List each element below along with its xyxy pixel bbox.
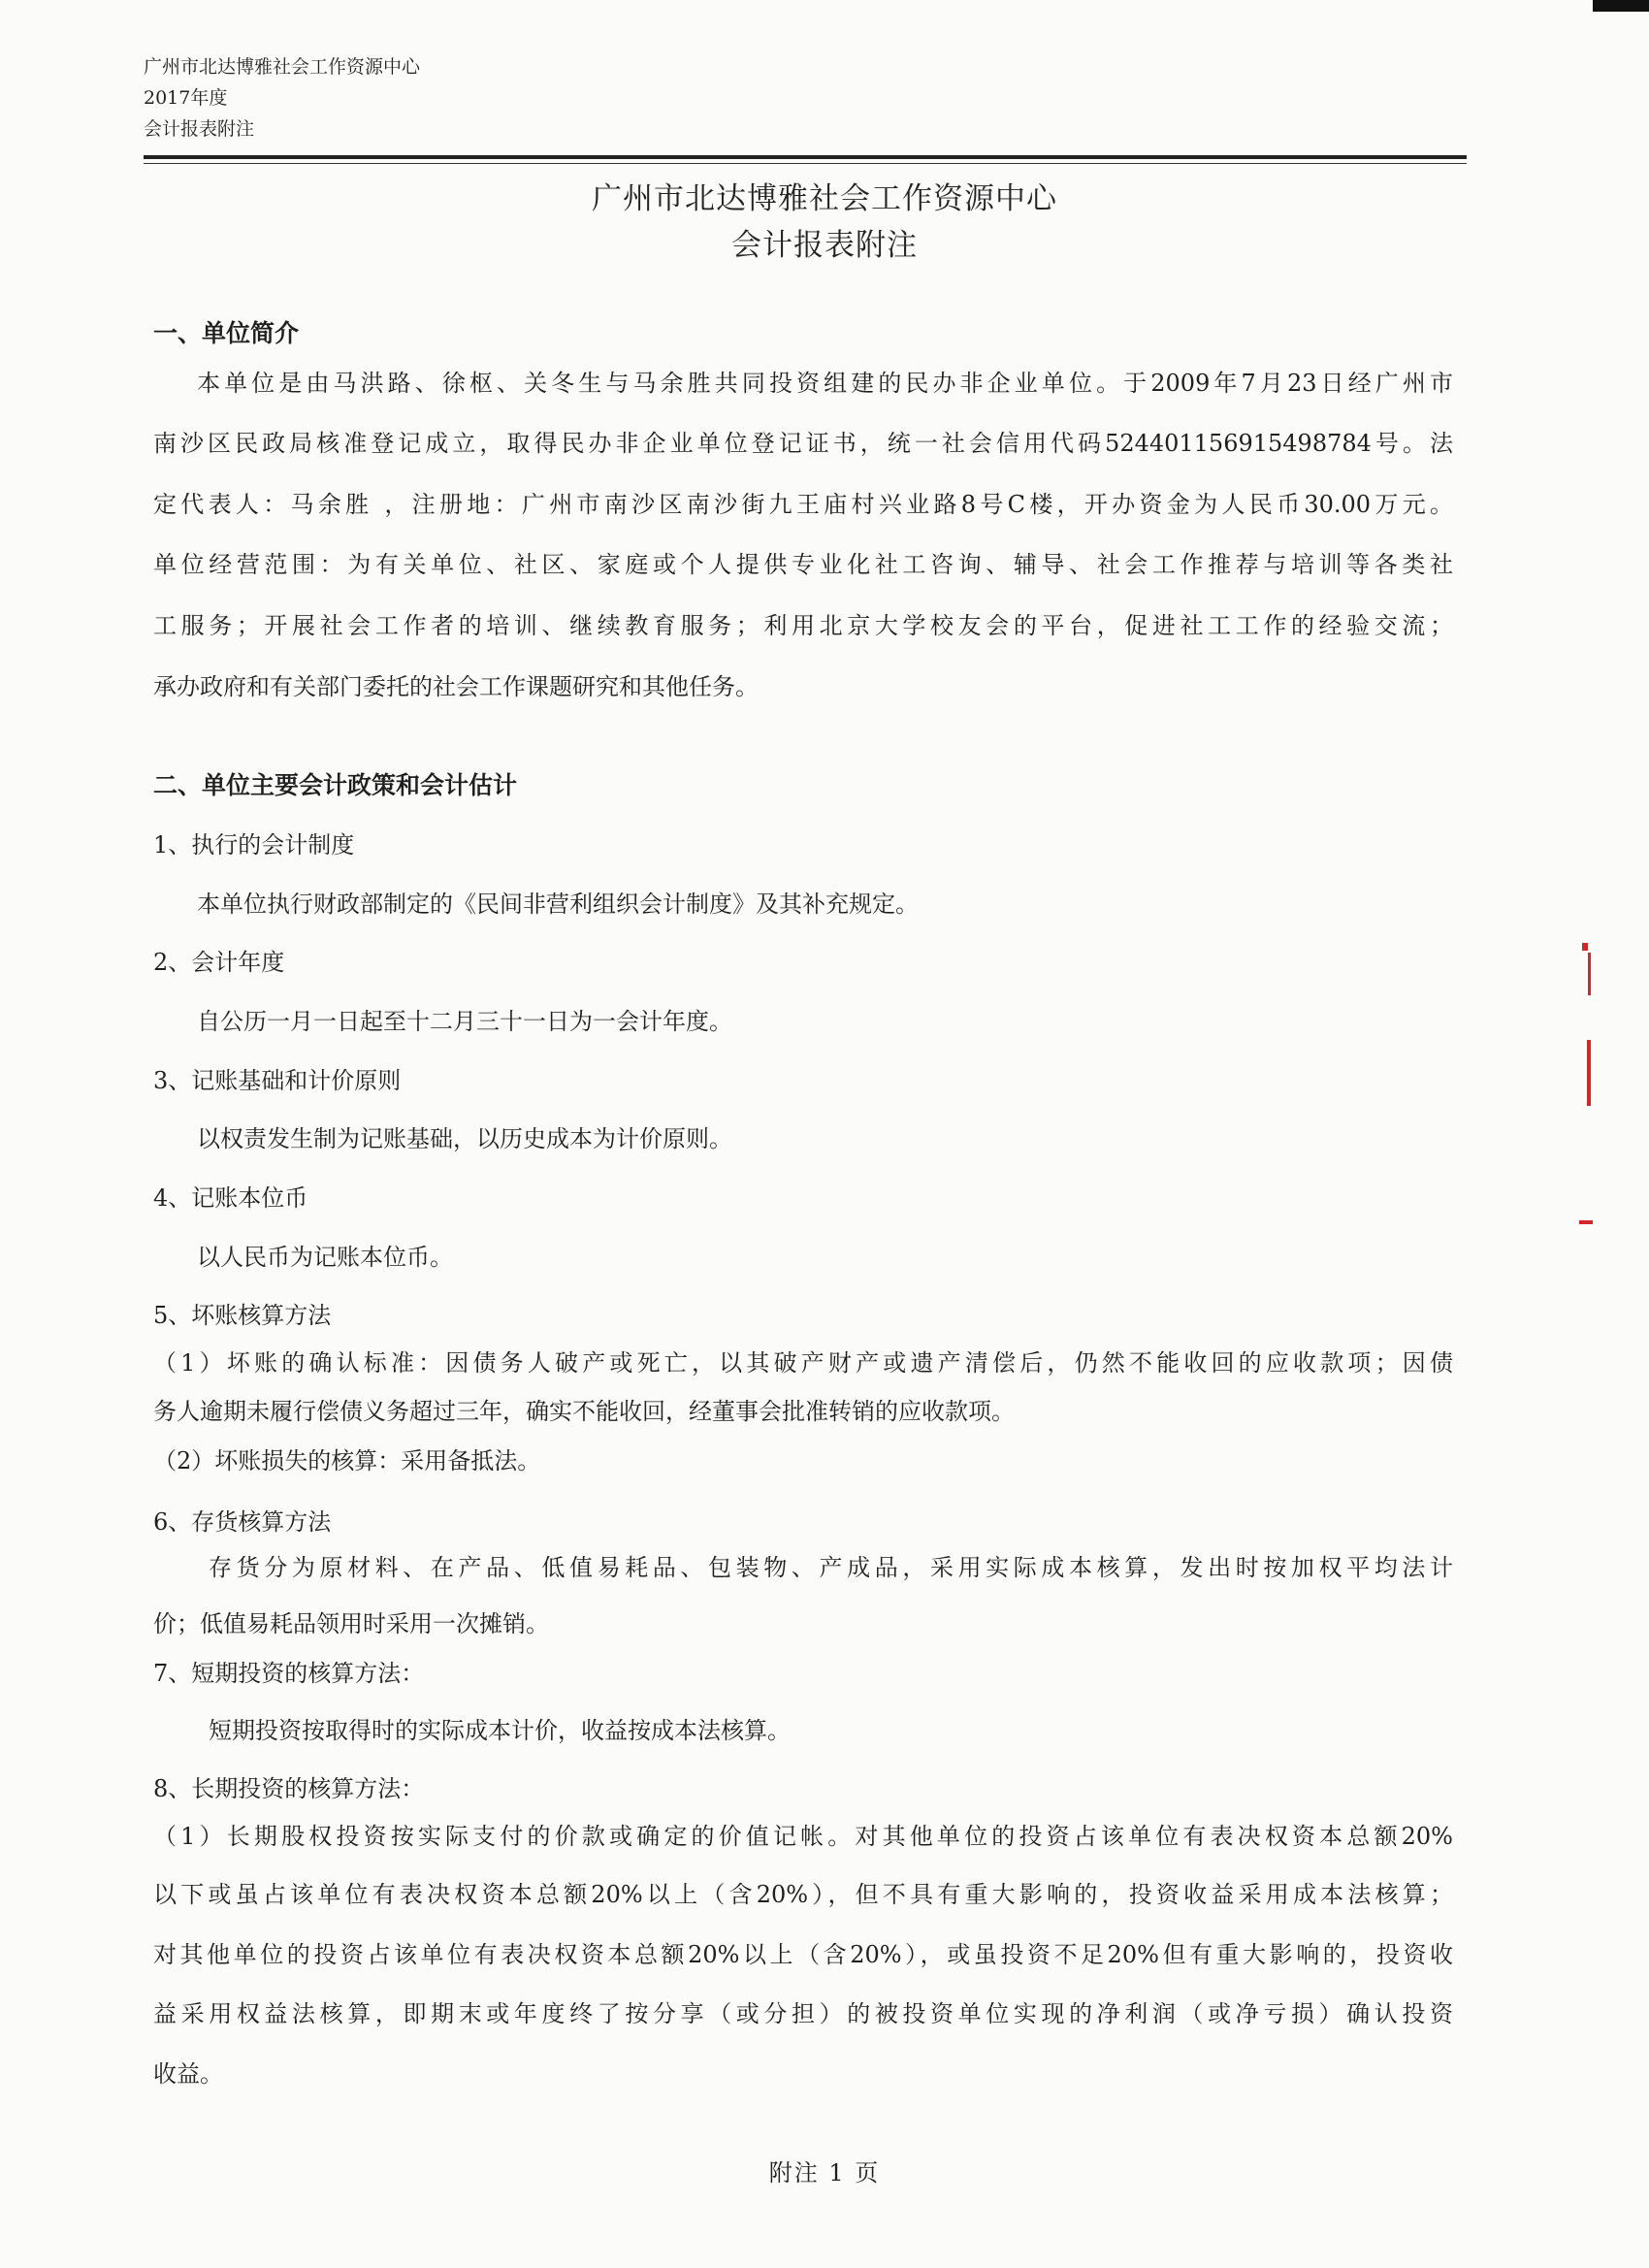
item6-title: 6、存货核算方法 (153, 1508, 332, 1536)
page-footer: 附注 1 页 (768, 2159, 881, 2187)
item7-title: 7、短期投资的核算方法： (153, 1660, 425, 1687)
header-doc-type: 会计报表附注 (144, 118, 255, 140)
section1-line: 南沙区民政局核准登记成立，取得民办非企业单位登记证书，统一社会信用代码524401156915498784号。法 (153, 430, 1453, 457)
section1-line: 承办政府和有关部门委托的社会工作课题研究和其他任务。 (153, 673, 759, 700)
item8-line: 收益。 (153, 2060, 223, 2088)
item5-para2: （2）坏账损失的核算：采用备抵法。 (153, 1447, 541, 1474)
section2-heading: 二、单位主要会计政策和会计估计 (153, 771, 518, 799)
item3-title: 3、记账基础和计价原则 (153, 1067, 402, 1094)
item8-line: 益采用权益法核算，即期末或年度终了按分享（或分担）的被投资单位实现的净利润（或净亏损）确认投资 (153, 2000, 1453, 2027)
item8-title: 8、长期投资的核算方法： (153, 1775, 425, 1802)
item3-text: 以权责发生制为记账基础，以历史成本为计价原则。 (197, 1125, 732, 1152)
scan-corner-mark (1593, 0, 1649, 12)
item5-para1-line: （1）坏账的确认标准：因债务人破产或死亡，以其破产财产或遗产清偿后，仍然不能收回的应收款项；因债 (153, 1349, 1453, 1377)
red-binding-mark (1587, 1040, 1591, 1106)
item2-text: 自公历一月一日起至十二月三十一日为一会计年度。 (197, 1008, 732, 1035)
section1-line: 定代表人：马余胜 ，注册地：广州市南沙区南沙街九王庙村兴业路8号C楼，开办资金为人民币30.00万元。 (153, 491, 1453, 518)
item1-text: 本单位执行财政部制定的《民间非营利组织会计制度》及其补充规定。 (197, 891, 919, 918)
section1-line: 本单位是由马洪路、徐枢、关冬生与马余胜共同投资组建的民办非企业单位。于2009年7月23日经广州市 (197, 370, 1453, 397)
item8-line: （1）长期股权投资按实际支付的价款或确定的价值记帐。对其他单位的投资占该单位有表决权资本总额20% (153, 1823, 1453, 1850)
header-org-name: 广州市北达博雅社会工作资源中心 (144, 56, 421, 78)
item6-line: 存货分为原材料、在产品、低值易耗品、包装物、产成品，采用实际成本核算，发出时按加权平均法计 (209, 1554, 1453, 1581)
header-rule-thin (144, 163, 1467, 164)
item6-line: 价；低值易耗品领用时采用一次摊销。 (153, 1610, 549, 1637)
item8-line: 对其他单位的投资占该单位有表决权资本总额20%以上（含20%），或虽投资不足20%但有重大影响的，投资收 (153, 1941, 1453, 1968)
red-binding-mark (1579, 1220, 1593, 1224)
section1-heading: 一、单位简介 (153, 319, 300, 347)
item1-title: 1、执行的会计制度 (153, 831, 355, 859)
section1-line: 单位经营范围：为有关单位、社区、家庭或个人提供专业化社工咨询、辅导、社会工作推荐与培训等各类社 (153, 551, 1453, 578)
item4-text: 以人民币为记账本位币。 (197, 1244, 453, 1271)
document-subtitle: 会计报表附注 (731, 228, 918, 263)
red-binding-mark (1588, 953, 1591, 995)
item7-text: 短期投资按取得时的实际成本计价，收益按成本法核算。 (209, 1717, 791, 1744)
header-rule-thick (144, 155, 1467, 159)
header-year: 2017年度 (144, 87, 228, 109)
red-binding-mark (1582, 943, 1588, 951)
item4-title: 4、记账本位币 (153, 1184, 308, 1212)
item8-line: 以下或虽占该单位有表决权资本总额20%以上（含20%），但不具有重大影响的，投资收益采用成本法核算； (153, 1881, 1453, 1908)
item5-title: 5、坏账核算方法 (153, 1302, 332, 1329)
item2-title: 2、会计年度 (153, 949, 285, 976)
document-title: 广州市北达博雅社会工作资源中心 (592, 181, 1057, 216)
section1-line: 工服务；开展社会工作者的培训、继续教育服务；利用北京大学校友会的平台，促进社工工作的经验交流； (153, 612, 1453, 639)
item5-para1-line: 务人逾期未履行偿债义务超过三年，确实不能收回，经董事会批准转销的应收款项。 (153, 1398, 1015, 1425)
